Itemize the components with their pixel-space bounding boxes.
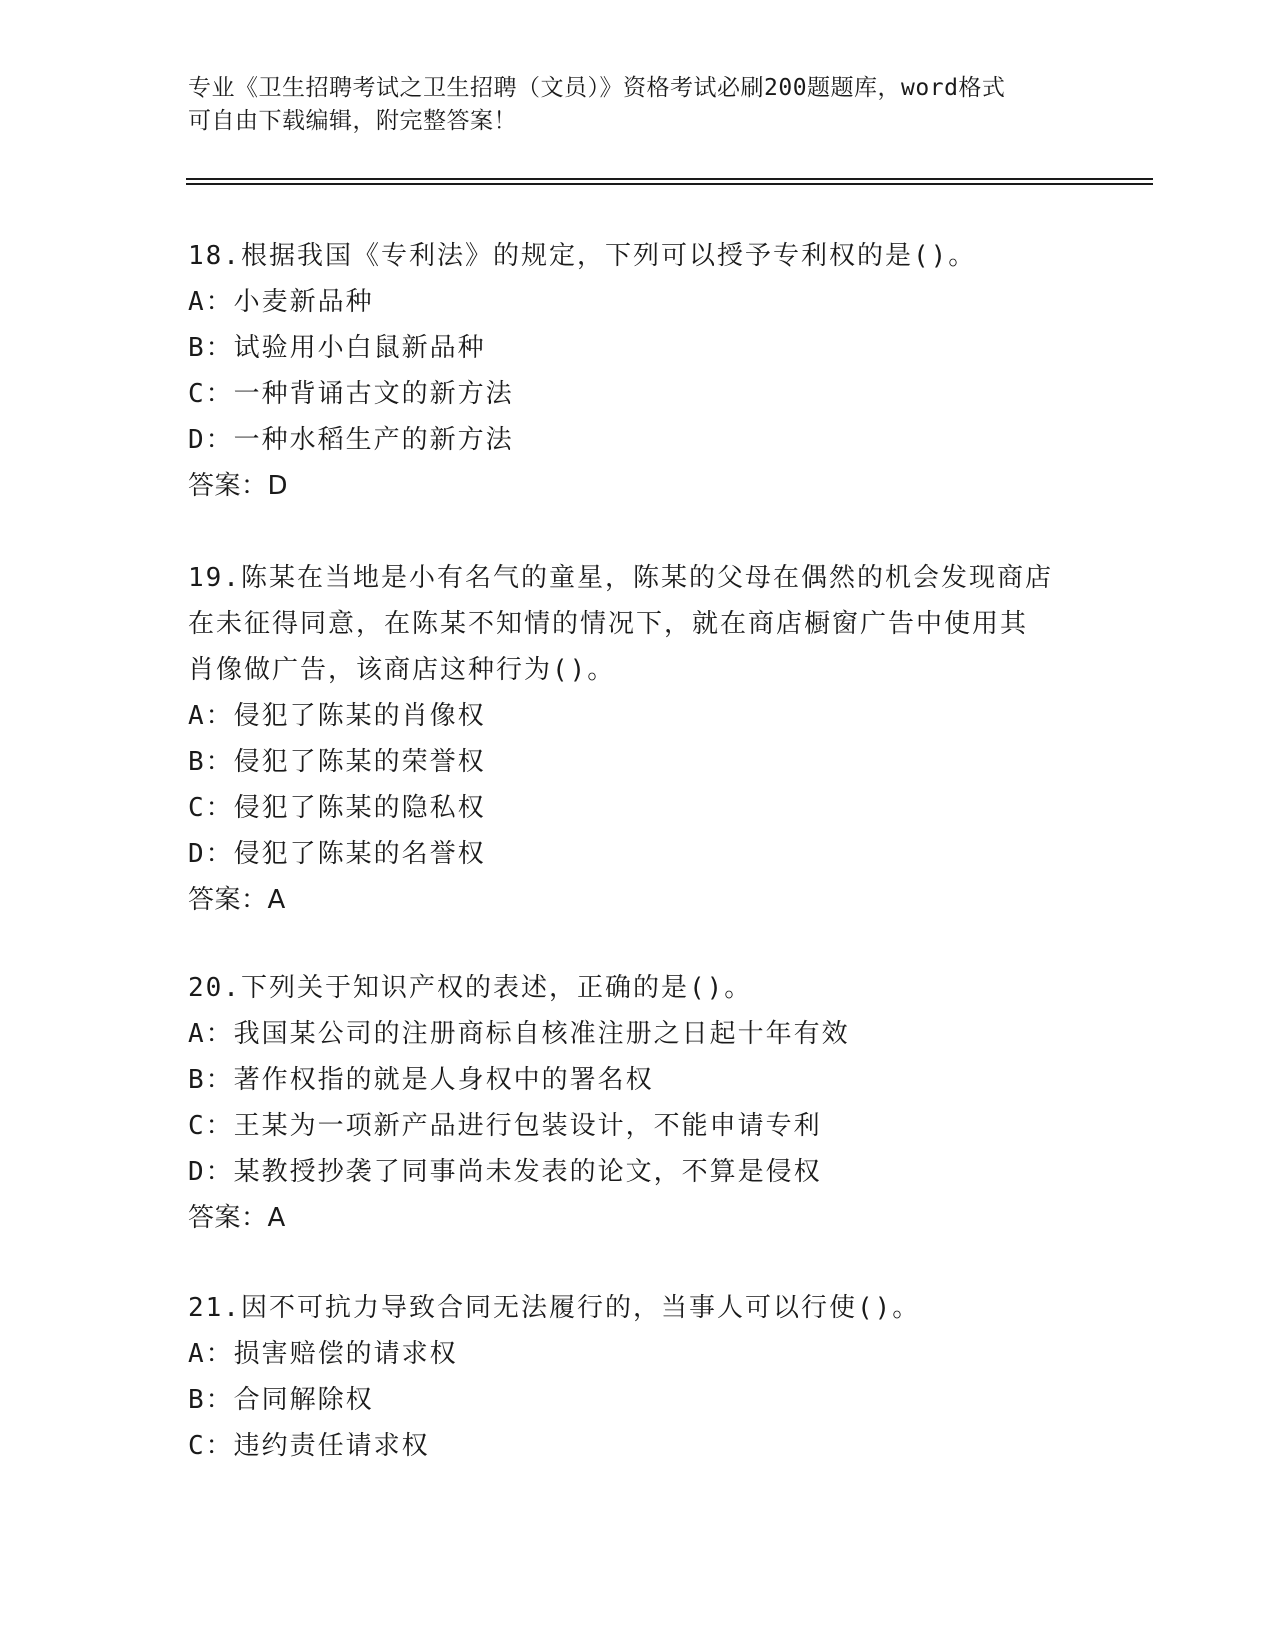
answer-line: 答案：D <box>188 471 289 501</box>
option-a: A：损害赔偿的请求权 <box>188 1339 458 1369</box>
header-divider <box>186 183 1153 185</box>
option-c: C：侵犯了陈某的隐私权 <box>188 793 486 823</box>
question-stem: 18.根据我国《专利法》的规定，下列可以授予专利权的是()。 <box>188 241 977 271</box>
question-stem: 在未征得同意，在陈某不知情的情况下，就在商店橱窗广告中使用其 <box>188 609 1029 639</box>
question-stem: 21.因不可抗力导致合同无法履行的，当事人可以行使()。 <box>188 1293 921 1323</box>
question-stem: 20.下列关于知识产权的表述，正确的是()。 <box>188 973 753 1003</box>
answer-line: 答案：A <box>188 885 286 915</box>
option-c: C：王某为一项新产品进行包装设计，不能申请专利 <box>188 1111 822 1141</box>
header-line-2: 可自由下载编辑，附完整答案！ <box>188 108 517 134</box>
option-a: A：我国某公司的注册商标自核准注册之日起十年有效 <box>188 1019 850 1049</box>
answer-line: 答案：A <box>188 1203 286 1233</box>
question-stem: 肖像做广告，该商店这种行为()。 <box>188 655 616 685</box>
option-a: A：侵犯了陈某的肖像权 <box>188 701 486 731</box>
option-a: A：小麦新品种 <box>188 287 374 317</box>
document-header <box>188 72 1088 138</box>
option-b: B：合同解除权 <box>188 1385 374 1415</box>
question-18 <box>188 233 1088 509</box>
option-d: D：侵犯了陈某的名誉权 <box>188 839 486 869</box>
question-19 <box>188 555 1088 923</box>
option-b: B：试验用小白鼠新品种 <box>188 333 486 363</box>
header-line-1: 专业《卫生招聘考试之卫生招聘（文员）》资格考试必刷200题题库，word格式 <box>188 75 1006 101</box>
question-21 <box>188 1285 1088 1469</box>
option-b: B：著作权指的就是人身权中的署名权 <box>188 1065 654 1095</box>
option-d: D：某教授抄袭了同事尚未发表的论文，不算是侵权 <box>188 1157 822 1187</box>
header-divider <box>186 178 1153 180</box>
option-c: C：违约责任请求权 <box>188 1431 430 1461</box>
question-stem: 19.陈某在当地是小有名气的童星，陈某的父母在偶然的机会发现商店 <box>188 563 1053 593</box>
question-20 <box>188 965 1088 1241</box>
option-d: D：一种水稻生产的新方法 <box>188 425 514 455</box>
option-b: B：侵犯了陈某的荣誉权 <box>188 747 486 777</box>
option-c: C：一种背诵古文的新方法 <box>188 379 514 409</box>
